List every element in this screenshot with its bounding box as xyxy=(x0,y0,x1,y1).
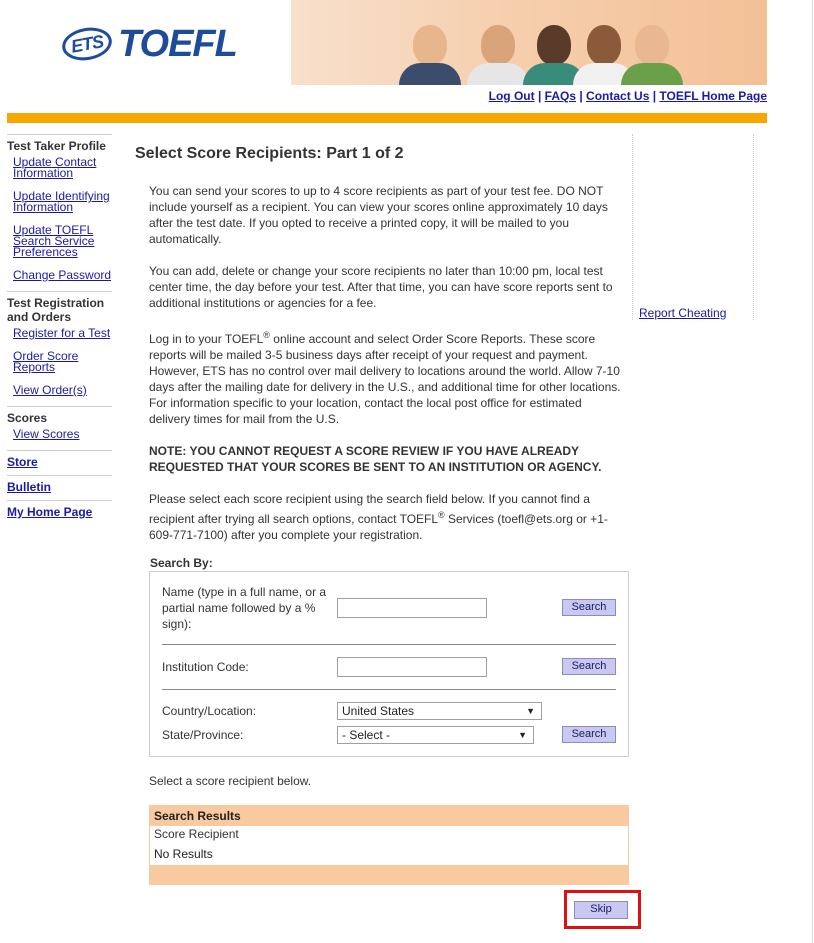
header-divider-bar xyxy=(7,113,767,123)
country-select[interactable]: United States ▼ xyxy=(337,702,542,720)
right-column xyxy=(632,134,754,320)
contact-us-link[interactable]: Contact Us xyxy=(586,89,650,103)
report-cheating-link[interactable]: Report Cheating xyxy=(639,306,727,320)
sidebar-item-view-orders[interactable]: View Order(s) xyxy=(13,383,87,397)
toefl-home-link[interactable]: TOEFL Home Page xyxy=(659,89,767,103)
sidebar-heading-profile: Test Taker Profile xyxy=(7,139,106,153)
student-photo xyxy=(399,25,461,85)
no-results-row: No Results xyxy=(154,847,213,861)
toefl-logo xyxy=(62,25,237,63)
chevron-down-icon: ▼ xyxy=(518,730,527,740)
search-results-table xyxy=(149,805,629,885)
order-reports-paragraph: Log in to your TOEFL® online account and select Order Score Reports. These score reports will be mailed 3-5 business days after receipt of your request and payment. However, ETS has no control over mail delivery to locations around the world. Allow 7-10 days after the mailing date for delivery in the U.S., and additional time for other locations. For information specific to your location, contact the local post office for estimated delivery times for mail from the U.S. xyxy=(149,330,621,426)
student-photo xyxy=(621,25,683,85)
state-search-button[interactable]: Search xyxy=(562,726,616,743)
institution-code-label: Institution Code: xyxy=(162,660,249,674)
toefl-wordmark: TOEFL xyxy=(118,23,237,65)
name-label: Name (type in a full name, or a partial name followed by a % sign): xyxy=(162,585,327,631)
sidebar-item-register-test[interactable]: Register for a Test xyxy=(13,326,111,340)
chevron-down-icon: ▼ xyxy=(526,706,535,716)
sidebar-item-order-score-reports[interactable]: Order Score Reports xyxy=(13,349,79,374)
top-nav: Log Out | FAQs | Contact Us | TOEFL Home Page xyxy=(488,89,767,103)
search-by-heading: Search By: xyxy=(150,556,213,570)
sidebar-item-change-password[interactable]: Change Password xyxy=(13,268,112,282)
divider xyxy=(162,644,616,645)
intro-paragraph: You can send your scores to up to 4 score recipients as part of your test fee. DO NOT include yourself as a recipient. You can view your scores online approximately 10 days after the test date. If you opted to receive a printed copy, it will be mailed to you automatically. xyxy=(149,184,608,246)
sidebar-heading-registration: Test Registration and Orders xyxy=(7,296,105,324)
page-edge xyxy=(812,0,813,943)
logout-link[interactable]: Log Out xyxy=(488,89,535,103)
divider xyxy=(162,689,616,690)
sidebar-item-bulletin[interactable]: Bulletin xyxy=(7,480,51,494)
sidebar-item-view-scores[interactable]: View Scores xyxy=(13,427,80,441)
faqs-link[interactable]: FAQs xyxy=(544,89,576,103)
state-select[interactable]: - Select - ▼ xyxy=(337,726,534,744)
deadline-paragraph: You can add, delete or change your score recipients no later than 10:00 pm, local test center time, the day before your test. After that time, you can have score reports sent to additional institutions or agencies for a fee. xyxy=(149,264,613,310)
sidebar-item-update-contact[interactable]: Update Contact Information xyxy=(13,155,97,180)
sidebar xyxy=(7,134,112,525)
country-label: Country/Location: xyxy=(162,704,257,718)
sidebar-heading-scores: Scores xyxy=(7,411,48,425)
sidebar-item-search-preferences[interactable]: Update TOEFL Search Service Preferences xyxy=(13,223,95,259)
state-label: State/Province: xyxy=(162,728,244,742)
search-instructions: Please select each score recipient using the search field below. If you cannot find a recipient after trying all search options, contact TOEFL® Services (toefl@ets.org or +1-609-771-7100) after you complete your registration. xyxy=(149,492,608,542)
header-banner-photo xyxy=(291,0,767,85)
sidebar-item-update-identifying[interactable]: Update Identifying Information xyxy=(13,189,110,214)
code-search-button[interactable]: Search xyxy=(562,658,616,675)
column-header: Score Recipient xyxy=(154,827,239,841)
results-footer xyxy=(150,865,628,885)
institution-code-input[interactable] xyxy=(337,657,487,677)
ets-logo: ETS xyxy=(60,24,115,64)
score-review-note: NOTE: YOU CANNOT REQUEST A SCORE REVIEW IF YOU HAVE ALREADY REQUESTED THAT YOUR SCORES BE SENT TO AN INSTITUTION OR AGENCY. xyxy=(149,444,602,474)
name-search-input[interactable] xyxy=(337,598,487,618)
sidebar-item-my-home-page[interactable]: My Home Page xyxy=(7,505,93,519)
main-content xyxy=(135,145,625,559)
page-title: Select Score Recipients: Part 1 of 2 xyxy=(135,145,404,162)
search-form xyxy=(149,571,629,757)
sidebar-item-store[interactable]: Store xyxy=(7,455,38,469)
results-header: Search Results xyxy=(150,806,628,826)
name-search-button[interactable]: Search xyxy=(562,599,616,616)
skip-button[interactable]: Skip xyxy=(574,901,628,919)
student-photo xyxy=(467,25,529,85)
select-recipient-prompt: Select a score recipient below. xyxy=(149,774,312,788)
